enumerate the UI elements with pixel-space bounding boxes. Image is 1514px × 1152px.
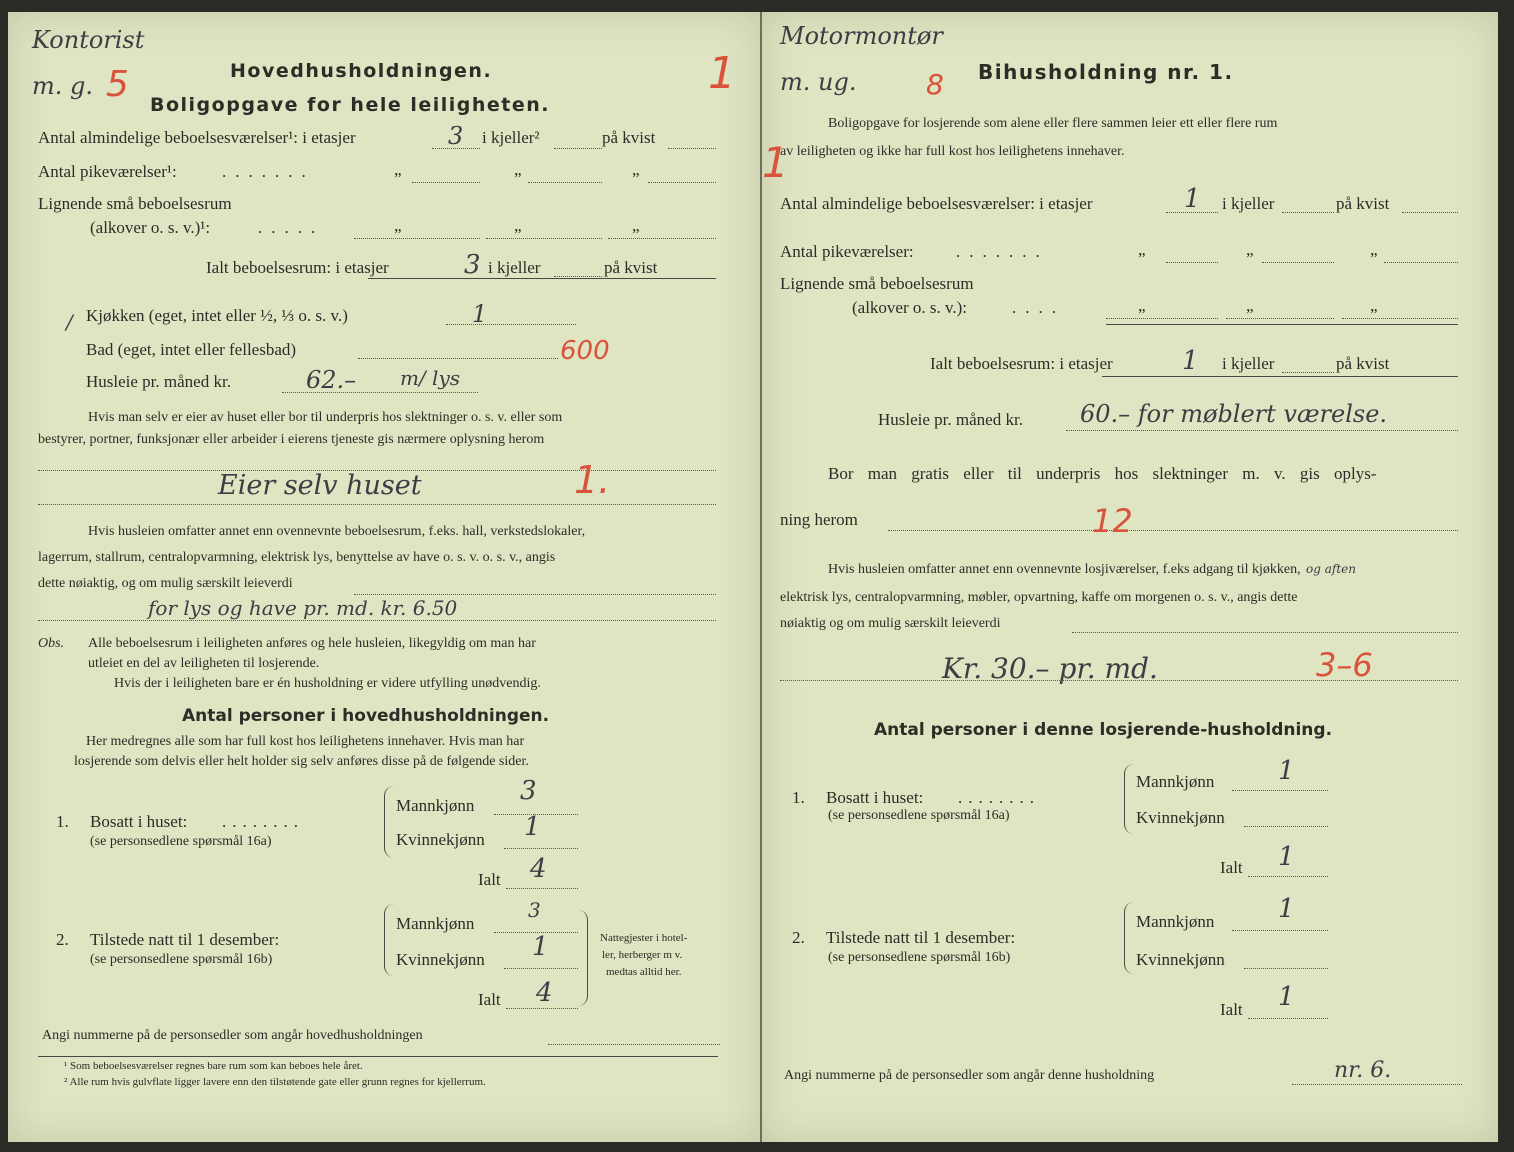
inclusion-answer: Kr. 30.– pr. md.	[942, 652, 1158, 685]
ditto-mark: „	[394, 216, 402, 235]
rooms-label: Antal almindelige beboelsesværelser: i etasjer	[780, 194, 1093, 213]
right-page-lodger-household	[762, 12, 1498, 1142]
ditto-mark: „	[632, 216, 640, 235]
q2-female-label: Kvinnekjønn	[1136, 950, 1225, 969]
q1-female-label: Kvinnekjønn	[396, 830, 485, 849]
inclusion-instructions-line-1: Hvis husleien omfatter annet enn ovennevnte beboelsesrum, f.eks. hall, verkstedslokaler,	[88, 524, 586, 539]
owner-red-annotation: 1.	[574, 458, 611, 502]
persons-title: Antal personer i denne losjerende-husholdning.	[874, 720, 1333, 740]
total-rooms-label: Ialt beboelsesrum: i etasjer	[930, 354, 1113, 373]
q2-male-label: Mannkjønn	[1136, 912, 1215, 931]
rooms-etasjer-value: 1	[1184, 184, 1201, 214]
occupation-annotation: Motormontør	[780, 22, 943, 50]
ditto-mark: „	[1138, 296, 1146, 315]
inclusion-field-line-1[interactable]	[1072, 632, 1458, 633]
q2-total-value: 4	[536, 978, 553, 1008]
small-etasjer-field[interactable]	[1106, 318, 1218, 319]
rooms-etasjer-value: 3	[448, 122, 464, 150]
inclusion-field-line-1[interactable]	[354, 594, 716, 595]
total-rooms-label: Ialt beboelsesrum: i etasjer	[206, 258, 389, 277]
pike-dot-leader: .......	[956, 242, 1049, 261]
q2-total-label: Ialt	[478, 990, 501, 1009]
q1-total-label: Ialt	[1220, 858, 1243, 877]
q2-total-label: Ialt	[1220, 1000, 1243, 1019]
rent-label: Husleie pr. måned kr.	[878, 410, 1023, 429]
inclusion-instructions-line-3: dette nøiaktig, og om mulig særskilt leieverdi	[38, 576, 293, 591]
q1-total-field[interactable]	[506, 888, 578, 889]
q1-brace	[384, 786, 394, 858]
total-kjeller-label: i kjeller	[1222, 354, 1275, 373]
q1-total-value: 1	[1278, 842, 1295, 872]
obs-text-line-2: utleiet en del av leiligheten til losjerende.	[88, 656, 320, 671]
inclusion-red-annotation: 3–6	[1316, 646, 1373, 684]
q1-dot-leader: ........	[958, 788, 1040, 807]
pike-kjeller-field[interactable]	[528, 182, 602, 183]
kjeller-field[interactable]	[554, 148, 602, 149]
obs-text-line-1: Alle beboelsesrum i leiligheten anføres og hele husleien, likegyldig om man har	[88, 636, 536, 651]
q1-female-field[interactable]	[504, 848, 578, 849]
kitchen-value: 1	[472, 300, 488, 328]
person-numbers-field[interactable]	[548, 1044, 720, 1045]
marital-annotation-number: 5	[106, 64, 129, 105]
bath-field[interactable]	[358, 358, 558, 359]
q1-label: Bosatt i huset:	[90, 812, 188, 831]
kjeller-label: i kjeller²	[482, 128, 540, 147]
pike-etasjer-field[interactable]	[412, 182, 480, 183]
q1-male-value: 1	[1278, 756, 1295, 786]
guests-brace	[578, 910, 588, 1006]
pike-label: Antal pikeværelser¹:	[38, 162, 177, 181]
inclusion-answer: for lys og have pr. md. kr. 6.50	[148, 596, 458, 620]
q1-total-label: Ialt	[478, 870, 501, 889]
page-title: Hovedhusholdningen.	[230, 60, 493, 82]
guests-note-line-2: ler, herberger m v.	[602, 949, 683, 961]
q1-male-label: Mannkjønn	[396, 796, 475, 815]
q1-label: Bosatt i huset:	[826, 788, 924, 807]
ditto-mark: „	[1370, 296, 1378, 315]
ditto-mark: „	[1370, 240, 1378, 259]
q2-female-field[interactable]	[1244, 968, 1328, 969]
q2-brace	[384, 904, 394, 976]
total-kvist-label: på kvist	[1336, 354, 1390, 373]
q2-female-value: 1	[532, 932, 549, 962]
q2-sublabel: (se personsedlene spørsmål 16b)	[90, 952, 273, 967]
marital-annotation: m. ug.	[780, 68, 857, 96]
q1-total-field[interactable]	[1248, 876, 1328, 877]
q2-number: 2.	[56, 930, 69, 949]
guests-note-line-1: Nattegjester i hotel-	[600, 932, 688, 944]
small-kvist-field[interactable]	[608, 238, 716, 239]
total-rooms-underline	[368, 278, 716, 279]
bath-red-annotation: 600	[560, 336, 610, 366]
q1-number: 1.	[56, 812, 69, 831]
q1-brace	[1124, 764, 1134, 834]
inclusion-instructions-line-2: elektrisk lys, centralopvarmning, møbler, opvartning, kaffe om morgenen o. s. v., angis dette	[780, 590, 1298, 605]
q2-total-value: 1	[1278, 982, 1295, 1012]
total-kvist-label: på kvist	[604, 258, 658, 277]
persons-text-line-1: Her medregnes alle som har full kost hos leilighetens innehaver. Hvis man har	[86, 734, 525, 749]
inclusion-addition: og aften	[1306, 562, 1356, 576]
small-rooms-label: Lignende små beboelsesrum	[38, 194, 232, 213]
rent-value: 62.–	[306, 366, 357, 394]
inclusion-instructions-line-1: Hvis husleien omfatter annet enn ovennevnte losjiværelser, f.eks adgang til kjøkken,	[828, 562, 1301, 577]
q2-total-field[interactable]	[506, 1008, 578, 1009]
q1-dot-leader: ........	[222, 812, 304, 831]
pike-kjeller-field[interactable]	[1262, 262, 1334, 263]
rent-note: m/ lys	[400, 366, 461, 390]
check-mark: /	[66, 310, 73, 334]
left-page-main-household	[8, 12, 760, 1142]
owner-instructions-line-1: Hvis man selv er eier av huset eller bor til underpris hos slektninger o. s. v. eller som	[88, 410, 563, 425]
owner-field-line-2[interactable]	[38, 504, 716, 505]
q2-sublabel: (se personsedlene spørsmål 16b)	[828, 950, 1011, 965]
intro-line-2: av leiligheten og ikke har full kost hos leilighetens innehaver.	[780, 144, 1125, 159]
marital-annotation-number: 8	[926, 68, 944, 101]
rent-label: Husleie pr. måned kr.	[86, 372, 231, 391]
q2-total-field[interactable]	[1248, 1018, 1328, 1019]
ditto-mark: „	[514, 160, 522, 179]
page-title: Bihusholdning nr. 1.	[978, 60, 1234, 84]
total-kjeller-field[interactable]	[554, 276, 602, 277]
obs-text-line-3: Hvis der i leiligheten bare er én husholdning er videre utfylling unødvendig.	[114, 676, 541, 691]
ditto-mark: „	[394, 160, 402, 179]
small-rooms-underline	[1106, 324, 1458, 325]
ditto-mark: „	[632, 160, 640, 179]
page-subtitle: Boligopgave for hele leiligheten.	[150, 94, 551, 116]
person-numbers-field[interactable]	[1292, 1084, 1462, 1085]
intro-line-1: Boligopgave for losjerende som alene eller flere sammen leier ett eller flere rum	[828, 116, 1278, 131]
q1-sublabel: (se personsedlene spørsmål 16a)	[90, 834, 272, 849]
gratis-field[interactable]	[888, 530, 1458, 531]
kjeller-field[interactable]	[1282, 212, 1334, 213]
owner-answer: Eier selv huset	[218, 470, 422, 501]
gratis-text-line-1: Bor man gratis eller til underpris hos slektninger m. v. gis oplys-	[828, 464, 1377, 483]
q1-sublabel: (se personsedlene spørsmål 16a)	[828, 808, 1010, 823]
persons-text-line-2: losjerende som delvis eller helt holder sig selv anføres disse på de følgende sider.	[74, 754, 529, 769]
q1-female-value: 1	[524, 812, 541, 842]
footnote-separator	[38, 1056, 718, 1057]
total-rooms-underline	[1102, 376, 1458, 377]
small-kjeller-field[interactable]	[486, 238, 602, 239]
owner-instructions-line-2: bestyrer, portner, funksjonær eller arbeider i eierens tjeneste gis nærmere oplysning herom	[38, 432, 545, 447]
kitchen-field[interactable]	[446, 324, 576, 325]
inclusion-field-line-2[interactable]	[780, 680, 1458, 681]
person-numbers-label: Angi nummerne på de personsedler som angår hovedhusholdningen	[42, 1028, 423, 1043]
q2-male-value: 3	[528, 898, 541, 922]
q2-label: Tilstede natt til 1 desember:	[826, 928, 1016, 947]
small-dot-leader: ....	[1012, 298, 1065, 317]
ditto-mark: „	[1246, 240, 1254, 259]
total-kjeller-label: i kjeller	[488, 258, 541, 277]
small-kvist-field[interactable]	[1342, 318, 1458, 319]
obs-label: Obs.	[38, 636, 65, 651]
pike-etasjer-field[interactable]	[1166, 262, 1218, 263]
pike-kvist-field[interactable]	[1384, 262, 1458, 263]
person-numbers-value: nr. 6.	[1334, 1058, 1392, 1083]
q2-brace	[1124, 902, 1134, 974]
persons-title: Antal personer i hovedhusholdningen.	[182, 706, 550, 726]
small-kjeller-field[interactable]	[1226, 318, 1334, 319]
q2-number: 2.	[792, 928, 805, 947]
small-rooms-sublabel: (alkover o. s. v.)¹:	[90, 218, 211, 237]
person-numbers-label: Angi nummerne på de personsedler som angår denne husholdning	[784, 1068, 1155, 1083]
footnote-2: ² Alle rum hvis gulvflate ligger lavere enn den tilstøtende gate eller grunn regnes for kjellerrum.	[64, 1076, 486, 1088]
q2-male-field[interactable]	[1232, 930, 1328, 931]
gratis-red-annotation: 12	[1092, 502, 1133, 540]
total-etasjer-value: 1	[1182, 346, 1199, 376]
q2-male-value: 1	[1278, 894, 1295, 924]
small-rooms-label: Lignende små beboelsesrum	[780, 274, 974, 293]
pike-label: Antal pikeværelser:	[780, 242, 914, 261]
total-kjeller-field[interactable]	[1282, 372, 1334, 373]
q1-male-value: 3	[520, 776, 537, 806]
q1-number: 1.	[792, 788, 805, 807]
kvist-field[interactable]	[668, 148, 716, 149]
q1-male-field[interactable]	[1232, 790, 1328, 791]
guests-note-line-3: medtas alltid her.	[606, 966, 682, 978]
kitchen-label: Kjøkken (eget, intet eller ½, ⅓ o. s. v.)	[86, 306, 348, 325]
ditto-mark: „	[1138, 240, 1146, 259]
total-etasjer-value: 3	[464, 250, 481, 280]
footnote-1: ¹ Som beboelsesværelser regnes bare rum som kan beboes hele året.	[64, 1060, 363, 1072]
q2-female-label: Kvinnekjønn	[396, 950, 485, 969]
q2-male-label: Mannkjønn	[396, 914, 475, 933]
q1-female-field[interactable]	[1244, 826, 1328, 827]
q2-label: Tilstede natt til 1 desember:	[90, 930, 280, 949]
small-rooms-sublabel: (alkover o. s. v.):	[852, 298, 968, 317]
corner-annotation: 1	[762, 138, 789, 187]
inclusion-field-line-2[interactable]	[38, 620, 716, 621]
kvist-label: på kvist	[1336, 194, 1390, 213]
inclusion-instructions-line-2: lagerrum, stallrum, centralopvarmning, elektrisk lys, benyttelse av have o. s. v. o. s. v., angis	[38, 550, 556, 565]
marital-annotation: m. g.	[32, 72, 94, 100]
inclusion-instructions-line-3: nøiaktig og om mulig særskilt leieverdi	[780, 616, 1001, 631]
q2-female-field[interactable]	[504, 968, 578, 969]
small-dot-leader: .....	[258, 218, 325, 237]
rooms-label: Antal almindelige beboelsesværelser¹: i etasjer	[38, 128, 356, 147]
ditto-mark: „	[1246, 296, 1254, 315]
kvist-label: på kvist	[602, 128, 656, 147]
corner-annotation: 1	[708, 48, 736, 99]
kvist-field[interactable]	[1402, 212, 1458, 213]
gratis-text-line-2: ning herom	[780, 510, 858, 529]
q1-male-label: Mannkjønn	[1136, 772, 1215, 791]
q1-total-value: 4	[530, 854, 547, 884]
rent-field[interactable]	[1066, 430, 1458, 431]
ditto-mark: „	[514, 216, 522, 235]
kjeller-label: i kjeller	[1222, 194, 1275, 213]
pike-dot-leader: .......	[222, 162, 315, 181]
bath-label: Bad (eget, intet eller fellesbad)	[86, 340, 297, 359]
occupation-annotation: Kontorist	[32, 26, 145, 54]
q1-female-label: Kvinnekjønn	[1136, 808, 1225, 827]
rent-value: 60.– for møblert værelse.	[1080, 400, 1388, 428]
pike-kvist-field[interactable]	[648, 182, 716, 183]
small-etasjer-field[interactable]	[354, 238, 480, 239]
